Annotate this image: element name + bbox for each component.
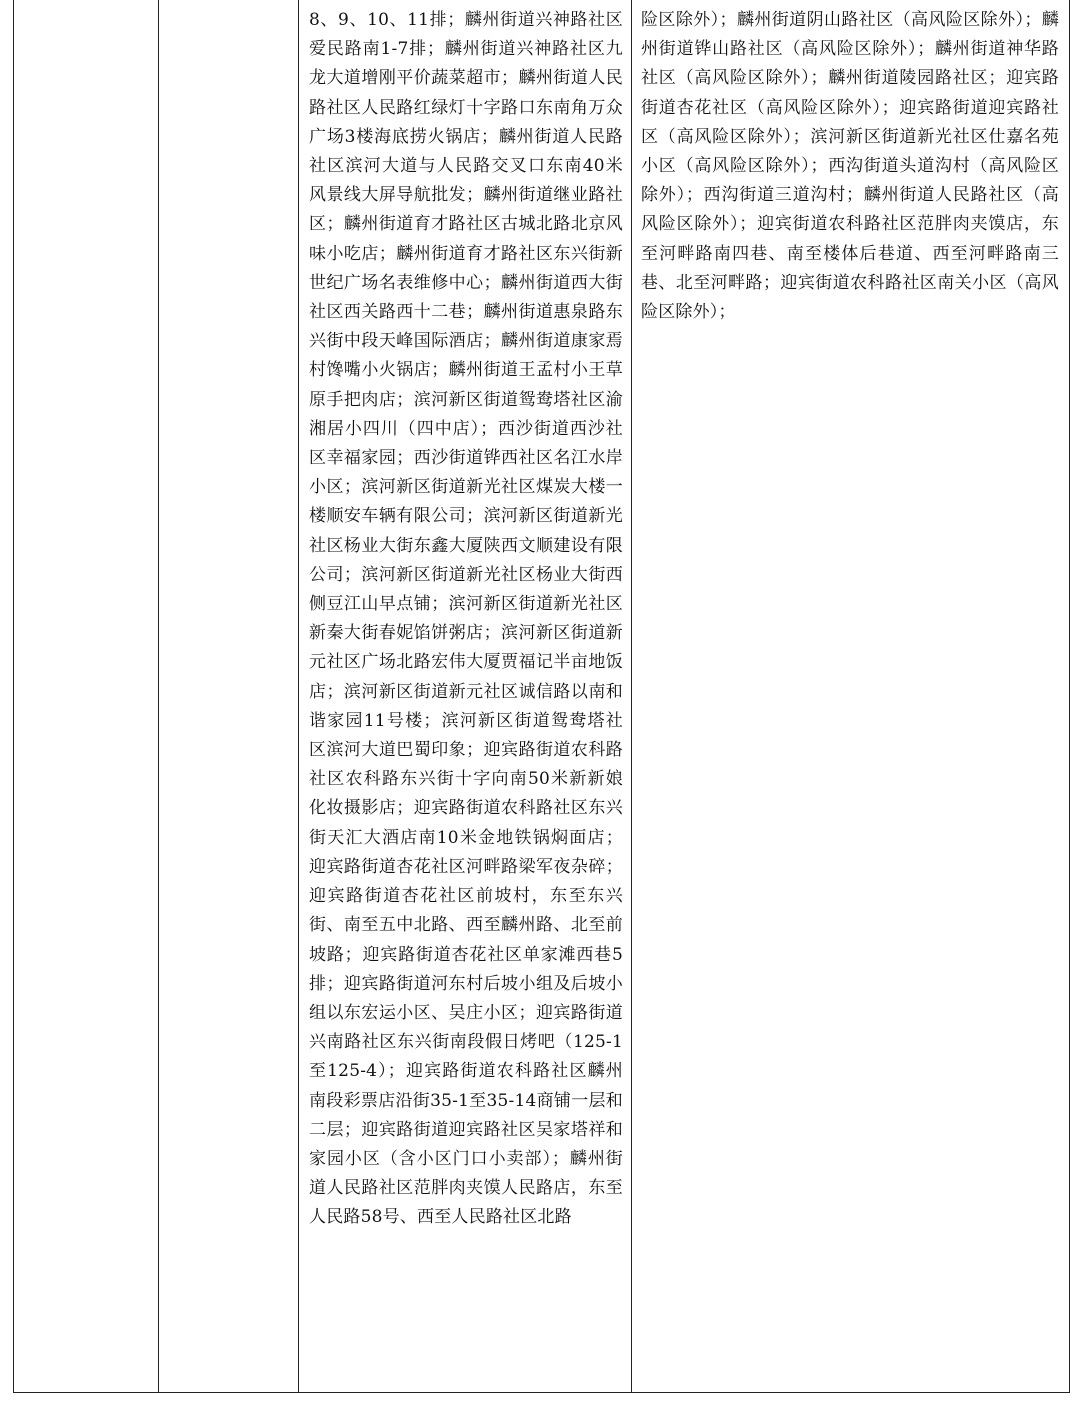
table-cell-column-2 [159, 0, 299, 1392]
document-table [13, 0, 1070, 1393]
cell-1-text [14, 0, 158, 6]
areas-text: 险区除外）；麟州街道阴山路社区（高风险区除外）；麟州街道铧山路社区（高风险区除外）；麟州街道神华路社区（高风险区除外）；麟州街道陵园路社区；迎宾路街道杏花社区（高风险区除外）；迎宾路街道迎宾路社区（高风险区除外）；滨河新区街道新光社区仕嘉名苑小区（高风险区除外）；西沟街道头道沟村（高风险区除外）；西沟街道三道沟村；麟州街道人民路社区（高风险区除外）；迎宾街道农科路社区范胖肉夹馍店，东至河畔路南四巷、南至楼体后巷道、西至河畔路南三巷、北至河畔路；迎宾街道农科路社区南关小区（高风险区除外）； [641, 10, 1059, 323]
table-cell-locations [299, 0, 632, 1392]
cell-2-text [159, 0, 298, 6]
locations-text: 8、9、10、11排；麟州街道兴神路社区爱民路南1-7排；麟州街道兴神路社区九龙大道增刚平价蔬菜超市；麟州街道人民路社区人民路红绿灯十字路口东南角万众广场3楼海底捞火锅店；麟州街道人民路社区滨河大道与人民路交叉口东南40米风景线大屏导航批发；麟州街道继业路社区；麟州街道育才路社区古城北路北京风味小吃店；麟州街道育才路社区东兴街新世纪广场名表维修中心；麟州街道西大街社区西关路西十二巷；麟州街道惠泉路东兴街中段天峰国际酒店；麟州街道康家焉村馋嘴小火锅店；麟州街道王孟村小王草原手把肉店；滨河新区街道鸳鸯塔社区渝湘居小四川（四中店）；西沙街道西沙社区幸福家园；西沙街道铧西社区名江水岸小区；滨河新区街道新光社区煤炭大楼一楼顺安车辆有限公司；滨河新区街道新光社区杨业大街东鑫大厦陕西文顺建设有限公司；滨河新区街道新光社区杨业大街西侧豆江山早点铺；滨河新区街道新光社区新秦大街春妮馅饼粥店；滨河新区街道新元社区广场北路宏伟大厦贾福记半亩地饭店；滨河新区街道新元社区诚信路以南和谐家园11号楼；滨河新区街道鸳鸯塔社区滨河大道巴蜀印象；迎宾路街道农科路社区农科路东兴街十字向南50米新新娘化妆摄影店；迎宾路街道农科路社区东兴街天汇大酒店南10米金地铁锅焖面店；迎宾路街道杏花社区河畔路梁军夜杂碎；迎宾路街道杏花社区前坡村，东至东兴街、南至五中北路、西至麟州路、北至前坡路；迎宾路街道杏花社区单家滩西巷5排；迎宾路街道河东村后坡小组及后坡小组以东宏运小区、吴庄小区；迎宾路街道兴南路社区东兴街南段假日烤吧（125-1至125-4）；迎宾路街道农科路社区麟州南段彩票店沿街35-1至35-14商铺一层和二层；迎宾路街道迎宾路社区吴家塔祥和家园小区（含小区门口小卖部）；麟州街道人民路社区范胖肉夹馍人民路店，东至人民路58号、西至人民路社区北路 [309, 10, 623, 1228]
table-cell-areas [632, 0, 1069, 1392]
table-cell-column-1 [14, 0, 159, 1392]
